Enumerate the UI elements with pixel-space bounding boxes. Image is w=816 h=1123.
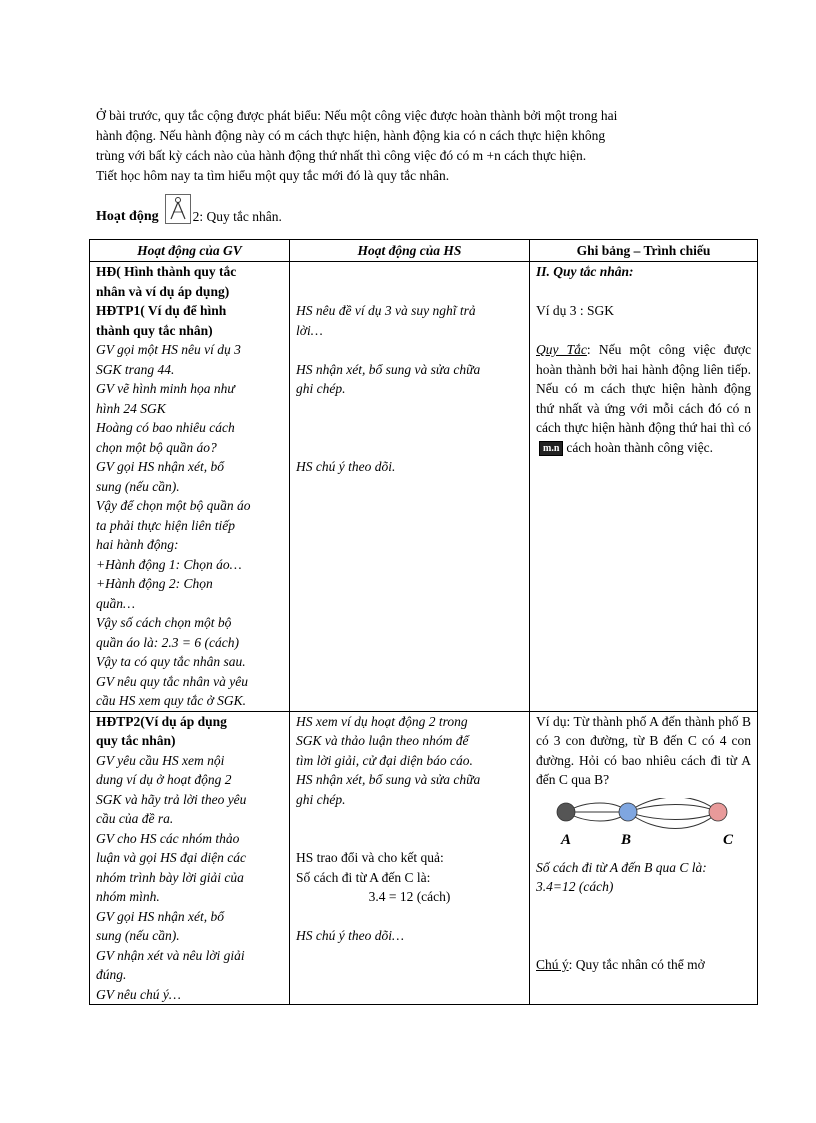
gv-cell bbox=[90, 262, 290, 712]
note-label: Chú ý bbox=[536, 957, 569, 972]
route-bc bbox=[628, 812, 718, 829]
rule-text: : Nếu một công việc được hoàn thành bởi hai hành động liên tiếp. Nếu có m cách thực hiện hành động thứ nhất và ứng với mỗi cách đó có n cách thực hiện hành động thứ hai thì có bbox=[536, 342, 751, 435]
table-header-row bbox=[90, 240, 758, 262]
board-result: Số cách đi từ A đến B qua C là: bbox=[536, 859, 707, 875]
gv-line: nhóm mình. bbox=[96, 889, 160, 904]
rule-tail: cách hoàn thành công việc. bbox=[566, 439, 713, 455]
hs-line: ghi chép. bbox=[296, 381, 346, 396]
intro-line: hành động. Nếu hành động này có m cách thực hiện, hành động kia có n cách thực hiện không bbox=[96, 128, 606, 143]
activity-label: Hoạt động bbox=[96, 209, 159, 224]
gv-line: Vậy số cách chọn một bộ bbox=[96, 615, 232, 630]
route-bc bbox=[628, 804, 718, 812]
hs-line: HS trao đổi và cho kết quả: bbox=[296, 850, 444, 865]
gv-line: Hoàng có bao nhiêu cách bbox=[96, 420, 235, 435]
hs-line: SGK và thảo luận theo nhóm để bbox=[296, 733, 469, 748]
hs-line: HS nhận xét, bổ sung và sửa chữa bbox=[296, 772, 481, 787]
board-result: 3.4=12 (cách) bbox=[536, 879, 614, 894]
hs-cell bbox=[290, 262, 530, 712]
rule-paragraph bbox=[536, 340, 751, 457]
gv-line: cầu HS xem quy tắc ở SGK. bbox=[96, 693, 247, 708]
gv-line: Vậy ta có quy tắc nhân sau. bbox=[96, 654, 246, 669]
board-example: Ví dụ 3 : SGK bbox=[536, 303, 615, 318]
gv-line: hình 24 SGK bbox=[96, 400, 166, 416]
hs-line: HS chú ý theo dõi. bbox=[296, 459, 396, 474]
gv-line: +Hành động 2: Chọn bbox=[96, 576, 213, 591]
intro-line: trùng với bất kỳ cách nào của hành động thứ nhất thì công việc đó có m +n cách thực hiện. bbox=[96, 148, 587, 163]
hs-line: Số cách đi từ A đến C là: bbox=[296, 869, 431, 885]
route-graph bbox=[546, 798, 746, 850]
gv-line: dung ví dụ ở hoạt động 2 bbox=[96, 772, 232, 787]
hs-line: HS chú ý theo dõi… bbox=[296, 928, 404, 943]
gv-line: GV yêu cầu HS xem nội bbox=[96, 752, 225, 768]
gv-line: HĐTP2(Ví dụ áp dụng bbox=[96, 713, 227, 729]
gv-line: quần… bbox=[96, 595, 136, 611]
activity-heading bbox=[96, 202, 282, 232]
gv-line: hai hành động: bbox=[96, 537, 179, 552]
gv-line: HĐ( Hình thành quy tắc bbox=[96, 264, 237, 279]
gv-line: sung (nếu cần). bbox=[96, 478, 180, 494]
header-hs: Hoạt động của HS bbox=[290, 240, 530, 262]
lesson-table bbox=[89, 239, 758, 1005]
intro-line: Ở bài trước, quy tắc cộng được phát biểu: Nếu một công việc được hoàn thành bởi một trong hai bbox=[96, 108, 618, 123]
gv-line: thành quy tắc nhân) bbox=[96, 322, 213, 338]
rule-label: Quy Tắc bbox=[536, 342, 587, 357]
gv-line: luận và gọi HS đại diện các bbox=[96, 850, 246, 865]
note-text: : Quy tắc nhân có thể mở bbox=[568, 957, 705, 972]
table-row bbox=[90, 711, 758, 1005]
intro-line: Tiết học hôm nay ta tìm hiểu một quy tắc mới đó là quy tắc nhân. bbox=[96, 168, 450, 183]
gv-line: HĐTP1( Ví dụ để hình bbox=[96, 303, 227, 318]
gv-line: cầu của đề ra. bbox=[96, 811, 174, 826]
board-cell bbox=[530, 711, 758, 1005]
gv-cell bbox=[90, 711, 290, 1005]
gv-line: quần áo là: 2.3 = 6 (cách) bbox=[96, 634, 239, 650]
table-row bbox=[90, 262, 758, 712]
gv-line: quy tắc nhân) bbox=[96, 733, 176, 748]
hs-result: 3.4 = 12 (cách) bbox=[368, 889, 451, 904]
hs-line: lời… bbox=[296, 322, 323, 338]
gv-line: GV nhận xét và nêu lời giải bbox=[96, 947, 245, 963]
gv-line: GV nêu chú ý… bbox=[96, 986, 181, 1002]
board-cell bbox=[530, 262, 758, 712]
gv-line: GV vẽ hình minh họa như bbox=[96, 381, 235, 396]
gv-line: GV cho HS các nhóm thảo bbox=[96, 830, 240, 846]
gv-line: chọn một bộ quần áo? bbox=[96, 439, 217, 455]
label-a: A bbox=[560, 831, 572, 848]
board-title: II. Quy tắc nhân: bbox=[536, 264, 634, 279]
board-note bbox=[536, 955, 751, 975]
node-c bbox=[709, 803, 727, 821]
formula-box: m.n bbox=[539, 441, 563, 456]
node-a bbox=[557, 803, 575, 821]
gv-line: +Hành động 1: Chọn áo… bbox=[96, 556, 242, 572]
gv-line: đúng. bbox=[96, 967, 127, 982]
gv-line: sung (nếu cần). bbox=[96, 928, 180, 943]
gv-line: GV gọi một HS nêu ví dụ 3 bbox=[96, 342, 241, 357]
label-b: B bbox=[620, 831, 632, 848]
gv-line: ta phải thực hiện liên tiếp bbox=[96, 517, 235, 533]
gv-line: nhóm trình bày lời giải của bbox=[96, 869, 244, 885]
node-b bbox=[619, 803, 637, 821]
header-board: Ghi bảng – Trình chiếu bbox=[530, 240, 758, 262]
hs-cell bbox=[290, 711, 530, 1005]
hs-line: HS nhận xét, bổ sung và sửa chữa bbox=[296, 361, 481, 377]
hs-line: HS nêu đề ví dụ 3 và suy nghĩ trả bbox=[296, 303, 476, 318]
board-example: Ví dụ: Từ thành phố A đến thành phố B có 3 con đường, từ B đến C có 4 con đường. Hỏi có bao nhiêu cách đi từ A đến C qua B? bbox=[536, 713, 751, 787]
activity-suffix: 2: Quy tắc nhân. bbox=[192, 209, 282, 224]
gv-line: SGK và hãy trả lời theo yêu bbox=[96, 791, 247, 807]
gv-line: Vậy để chọn một bộ quần áo bbox=[96, 498, 251, 513]
gv-line: SGK trang 44. bbox=[96, 361, 175, 377]
gv-line: GV nêu quy tắc nhân và yêu bbox=[96, 673, 248, 689]
label-c: C bbox=[722, 831, 734, 848]
intro-paragraph bbox=[96, 106, 736, 186]
compass-icon bbox=[165, 194, 191, 224]
route-bc bbox=[628, 812, 718, 820]
header-gv: Hoạt động của GV bbox=[90, 240, 290, 262]
hs-line: ghi chép. bbox=[296, 791, 346, 807]
hs-line: HS xem ví dụ hoạt động 2 trong bbox=[296, 713, 468, 729]
gv-line: GV gọi HS nhận xét, bổ bbox=[96, 459, 224, 474]
hs-line: tìm lời giải, cử đại diện báo cáo. bbox=[296, 752, 473, 768]
gv-line: GV gọi HS nhận xét, bổ bbox=[96, 908, 224, 924]
gv-line: nhân và ví dụ áp dụng) bbox=[96, 283, 230, 299]
